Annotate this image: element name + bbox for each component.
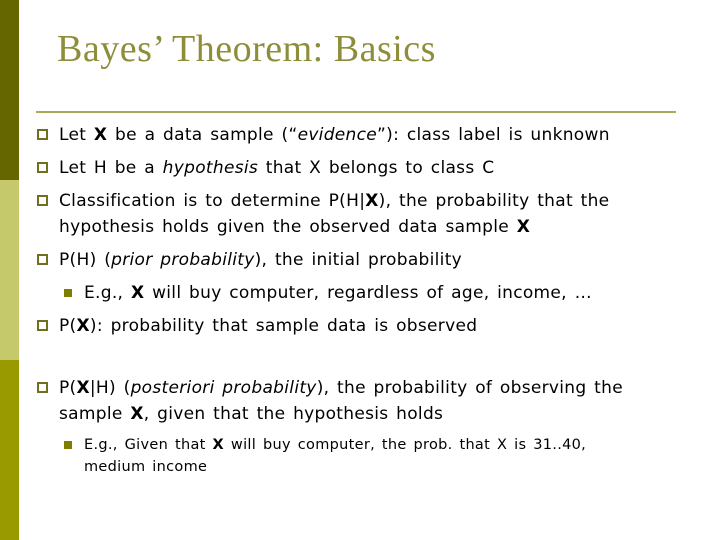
bullet-item xyxy=(36,247,698,273)
sub-bullet-item xyxy=(64,280,698,306)
bullet-item xyxy=(36,122,698,148)
slide-title: Bayes’ Theorem: Basics xyxy=(57,28,436,70)
accent-bar-middle-segment xyxy=(0,180,19,360)
bullet-text: E.g., Given that X will buy computer, the prob. that X is 31..40, medium income xyxy=(84,437,587,475)
bullet-text: Let H be a hypothesis that X belongs to class C xyxy=(59,158,495,178)
bullet-text: P(X|H) (posteriori probability), the probability of observing the sample X, given that the hypothesis holds xyxy=(59,378,623,424)
bullet-text: P(H) (prior probability), the initial probability xyxy=(59,250,463,270)
title-underline xyxy=(36,111,676,113)
slide-content xyxy=(36,0,698,478)
hollow-square-bullet-icon xyxy=(37,129,48,140)
bullet-item xyxy=(36,313,698,339)
bullet-text: Let X be a data sample (“evidence”): class label is unknown xyxy=(59,125,610,145)
bullet-text: P(X): probability that sample data is observed xyxy=(59,316,478,336)
bullet-text: E.g., X will buy computer, regardless of age, income, … xyxy=(84,283,592,303)
bullet-text: Classification is to determine P(H|X), the probability that the hypothesis holds given the observed data sample X xyxy=(59,191,610,237)
bullet-item xyxy=(36,375,698,427)
accent-bar-bottom-segment xyxy=(0,360,19,540)
bullet-list xyxy=(36,122,698,478)
bullet-item xyxy=(36,155,698,181)
bullet-item xyxy=(36,188,698,240)
filled-square-bullet-icon xyxy=(64,441,72,449)
hollow-square-bullet-icon xyxy=(37,254,48,265)
hollow-square-bullet-icon xyxy=(37,195,48,206)
filled-square-bullet-icon xyxy=(64,289,72,297)
sub-bullet-item xyxy=(64,434,698,478)
hollow-square-bullet-icon xyxy=(37,382,48,393)
hollow-square-bullet-icon xyxy=(37,162,48,173)
accent-bar-top-segment xyxy=(0,0,19,180)
hollow-square-bullet-icon xyxy=(37,320,48,331)
left-accent-bar xyxy=(0,0,19,540)
